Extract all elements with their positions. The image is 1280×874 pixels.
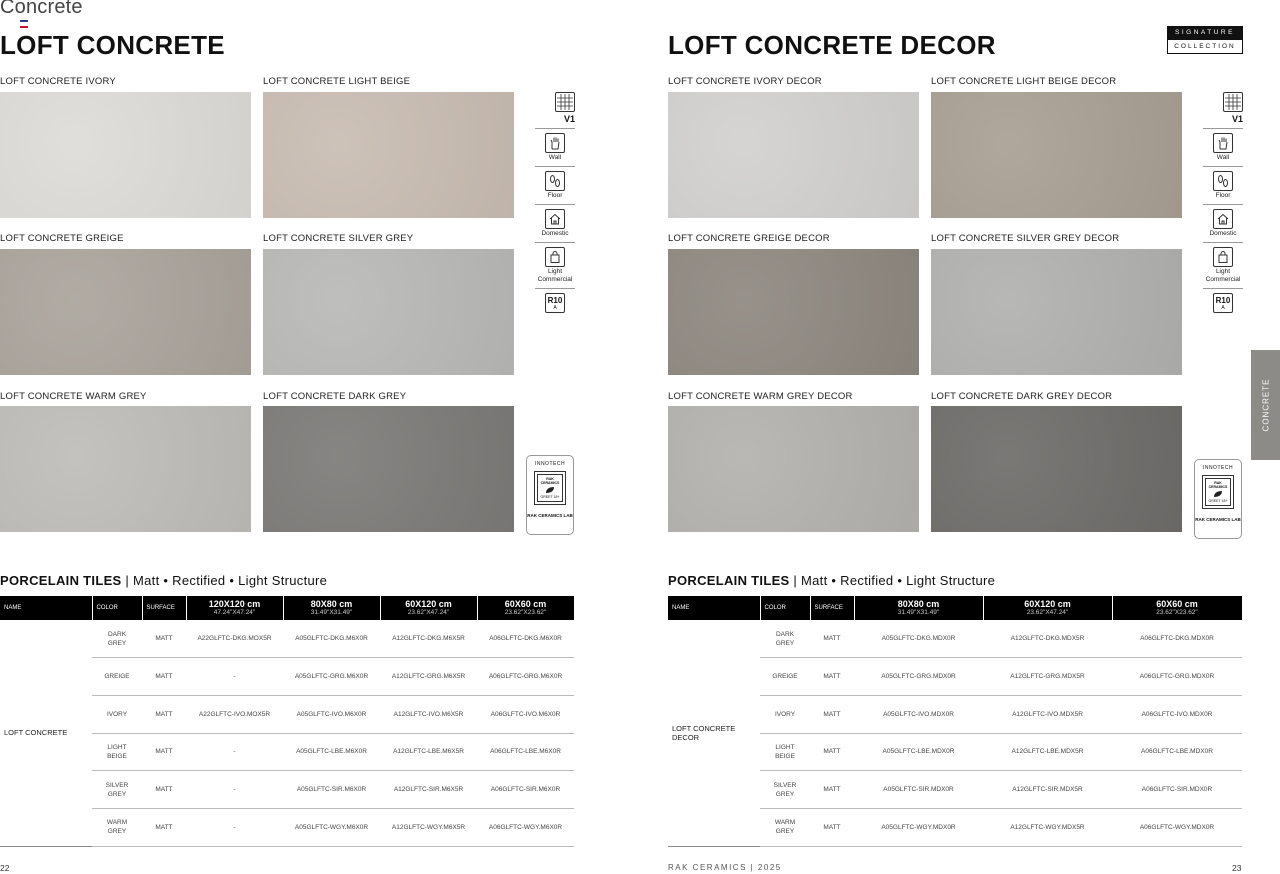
leaf-icon bbox=[544, 485, 556, 495]
wall-caption: Wall bbox=[548, 154, 562, 161]
r10-sublabel: A bbox=[1221, 305, 1225, 311]
side-tab-label: CONCRETE bbox=[1261, 378, 1270, 432]
tile-swatch bbox=[0, 92, 251, 218]
product-code-cell: A12GLFTC-DKG.M6X5R bbox=[380, 620, 477, 658]
tile-label: LOFT CONCRETE SILVER GREY bbox=[263, 233, 414, 244]
color-cell: DARK GREY bbox=[92, 620, 142, 658]
grid-icon bbox=[1223, 92, 1243, 112]
color-cell: LIGHT BEIGE bbox=[92, 733, 142, 771]
surface-cell: MATT bbox=[142, 620, 186, 658]
color-cell: LIGHT BEIGE bbox=[760, 733, 810, 771]
tile-swatch bbox=[931, 249, 1182, 375]
floor-icon bbox=[545, 171, 565, 191]
product-code-cell: A12GLFTC-IVO.M6X5R bbox=[380, 695, 477, 733]
tile-swatch bbox=[668, 92, 919, 218]
color-cell: GREIGE bbox=[92, 658, 142, 696]
divider bbox=[535, 166, 575, 167]
footer-brand: RAK CERAMICS | 2025 bbox=[668, 863, 782, 872]
product-code-cell: A05GLFTC-DKG.M6X0R bbox=[283, 620, 380, 658]
surface-cell: MATT bbox=[810, 695, 854, 733]
product-code-cell: A05GLFTC-GRG.MDX0R bbox=[854, 658, 983, 696]
innotech-emblem-text: RAK CERAMICS bbox=[540, 477, 560, 485]
divider bbox=[1203, 166, 1243, 167]
page-title-right: LOFT CONCRETE DECOR bbox=[668, 30, 996, 60]
header-name: NAME bbox=[0, 596, 92, 620]
tile-swatch bbox=[263, 249, 514, 375]
product-code-cell: A05GLFTC-SIR.M6X0R bbox=[283, 771, 380, 809]
surface-cell: MATT bbox=[810, 620, 854, 658]
size-cm: 120X120 cm bbox=[208, 598, 261, 609]
innotech-emblem-text-2: GREET 18+ bbox=[540, 495, 560, 499]
r10-slip-rating bbox=[545, 293, 565, 313]
product-code-cell: A12GLFTC-GRG.M6X5R bbox=[380, 658, 477, 696]
product-code-cell: A06GLFTC-WGY.M6X0R bbox=[477, 808, 574, 846]
surface-cell: MATT bbox=[810, 658, 854, 696]
product-code-cell: A06GLFTC-IVO.MDX0R bbox=[1112, 695, 1242, 733]
product-code-cell: A06GLFTC-SIR.M6X0R bbox=[477, 771, 574, 809]
innotech-lab-label: RAK CERAMICS LAB bbox=[527, 513, 573, 518]
signature-label: SIGNATURE bbox=[1168, 27, 1242, 40]
size-inch: 23.62"X47.24" bbox=[407, 608, 450, 616]
header-size bbox=[477, 596, 574, 620]
tile-swatch bbox=[263, 406, 514, 532]
tile-swatch bbox=[0, 406, 251, 532]
product-code-cell: A06GLFTC-DKG.MDX0R bbox=[1112, 620, 1242, 658]
surface-cell: MATT bbox=[142, 658, 186, 696]
innotech-label: INNOTECH bbox=[534, 461, 566, 467]
product-code-cell: - bbox=[186, 771, 283, 809]
product-code-cell: A05GLFTC-LBE.M6X0R bbox=[283, 733, 380, 771]
product-code-cell: A06GLFTC-WGY.MDX0R bbox=[1112, 808, 1242, 846]
light-commercial-caption-1: Light bbox=[547, 268, 563, 275]
product-code-cell: A05GLFTC-IVO.M6X0R bbox=[283, 695, 380, 733]
light-commercial-caption-2: Commercial bbox=[1205, 276, 1241, 283]
surface-cell: MATT bbox=[142, 771, 186, 809]
divider bbox=[535, 204, 575, 205]
size-inch: 31.49"X31.49" bbox=[310, 608, 353, 616]
color-cell: IVORY bbox=[760, 695, 810, 733]
color-cell: DARK GREY bbox=[760, 620, 810, 658]
size-inch: 23.62"X23.62" bbox=[504, 608, 547, 616]
domestic-caption: Domestic bbox=[1209, 230, 1237, 237]
product-code-cell: A06GLFTC-GRG.M6X0R bbox=[477, 658, 574, 696]
porcelain-label: PORCELAIN TILES bbox=[668, 573, 790, 588]
product-code-cell: A05GLFTC-LBE.MDX0R bbox=[854, 733, 983, 771]
section-word: Concrete bbox=[0, 0, 83, 18]
r10-label: R10 bbox=[547, 296, 563, 305]
tile-label: LOFT CONCRETE GREIGE bbox=[0, 233, 124, 244]
divider bbox=[535, 128, 575, 129]
innotech-badge-left bbox=[526, 455, 574, 535]
product-code-cell: A06GLFTC-LBE.MDX0R bbox=[1112, 733, 1242, 771]
size-inch: 23.62"X23.62" bbox=[1156, 608, 1198, 616]
leaf-icon bbox=[1212, 489, 1224, 499]
home-icon bbox=[545, 209, 565, 229]
size-cm: 80X80 cm bbox=[897, 598, 940, 609]
shopping-bag-icon bbox=[1213, 247, 1233, 267]
header-size bbox=[380, 596, 477, 620]
innotech-emblem bbox=[534, 471, 566, 505]
usage-icons-right bbox=[1203, 92, 1243, 313]
header-name: NAME bbox=[668, 596, 760, 620]
divider bbox=[1203, 204, 1243, 205]
tile-label: LOFT CONCRETE LIGHT BEIGE bbox=[263, 76, 411, 87]
innotech-label: INNOTECH bbox=[1202, 465, 1234, 471]
product-code-cell: A06GLFTC-GRG.MDX0R bbox=[1112, 658, 1242, 696]
wall-icon bbox=[1213, 133, 1233, 153]
product-code-cell: A06GLFTC-LBE.M6X0R bbox=[477, 733, 574, 771]
tile-label: LOFT CONCRETE SILVER GREY DECOR bbox=[931, 233, 1120, 244]
divider bbox=[1203, 128, 1243, 129]
surface-cell: MATT bbox=[810, 808, 854, 846]
tile-swatch bbox=[931, 406, 1182, 532]
table-row bbox=[668, 620, 1242, 658]
size-cm: 80X80 cm bbox=[310, 598, 353, 609]
flag-stripe bbox=[20, 26, 28, 28]
porcelain-title-right bbox=[668, 573, 995, 588]
wall-icon bbox=[545, 133, 565, 153]
page-title-left: LOFT CONCRETE bbox=[0, 30, 225, 60]
header-size bbox=[283, 596, 380, 620]
tile-label: LOFT CONCRETE IVORY DECOR bbox=[668, 76, 822, 87]
tile-label: LOFT CONCRETE DARK GREY bbox=[263, 391, 407, 402]
header-size bbox=[983, 596, 1112, 620]
tile-label: LOFT CONCRETE LIGHT BEIGE DECOR bbox=[931, 76, 1117, 87]
porcelain-desc: | Matt • Rectified • Light Structure bbox=[789, 573, 996, 588]
porcelain-label: PORCELAIN TILES bbox=[0, 573, 122, 588]
page-number-left: 22 bbox=[0, 863, 10, 873]
page-number-right: 23 bbox=[1232, 863, 1242, 873]
product-code-cell: A12GLFTC-SIR.M6X5R bbox=[380, 771, 477, 809]
product-code-cell: A12GLFTC-WGY.MDX5R bbox=[983, 808, 1112, 846]
collection-label: COLLECTION bbox=[1174, 43, 1236, 50]
size-cm: 60X60 cm bbox=[1156, 598, 1198, 609]
surface-cell: MATT bbox=[142, 733, 186, 771]
innotech-lab-label: RAK CERAMICS LAB bbox=[1195, 517, 1241, 522]
product-code-cell: A06GLFTC-IVO.M6X0R bbox=[477, 695, 574, 733]
tile-swatch bbox=[263, 92, 514, 218]
tile-swatch bbox=[931, 92, 1182, 218]
v1-label: V1 bbox=[563, 114, 575, 124]
product-code-cell: A12GLFTC-SIR.MDX5R bbox=[983, 771, 1112, 809]
r10-label: R10 bbox=[1215, 296, 1231, 305]
innotech-emblem bbox=[1202, 475, 1234, 509]
tile-label: LOFT CONCRETE WARM GREY bbox=[0, 391, 147, 402]
size-inch: 47.24"X47.24" bbox=[213, 608, 256, 616]
grid-icon bbox=[555, 92, 575, 112]
header-surface: SURFACE bbox=[142, 596, 186, 620]
product-name: LOFT CONCRETE DECOR bbox=[668, 620, 760, 846]
product-name: LOFT CONCRETE bbox=[0, 620, 92, 846]
color-cell: GREIGE bbox=[760, 658, 810, 696]
surface-cell: MATT bbox=[142, 808, 186, 846]
header-surface: SURFACE bbox=[810, 596, 854, 620]
wall-caption: Wall bbox=[1216, 154, 1230, 161]
light-commercial-caption-1: Light bbox=[1215, 268, 1231, 275]
size-inch: 31.49"X31.49" bbox=[897, 608, 940, 616]
surface-cell: MATT bbox=[142, 695, 186, 733]
header-color: COLOR bbox=[760, 596, 810, 620]
color-cell: SILVER GREY bbox=[760, 771, 810, 809]
surface-cell: MATT bbox=[810, 733, 854, 771]
divider bbox=[535, 242, 575, 243]
innotech-emblem-text-2: GREET 18+ bbox=[1208, 499, 1228, 503]
product-code-cell: A12GLFTC-LBE.MDX5R bbox=[983, 733, 1112, 771]
color-cell: WARM GREY bbox=[92, 808, 142, 846]
tile-swatch bbox=[668, 406, 919, 532]
home-icon bbox=[1213, 209, 1233, 229]
floor-caption: Floor bbox=[1215, 192, 1231, 199]
header-size bbox=[1112, 596, 1242, 620]
product-code-cell: A22GLFTC-IVO.MOX5R bbox=[186, 695, 283, 733]
product-code-cell: A22GLFTC-DKG.MOX5R bbox=[186, 620, 283, 658]
product-code-cell: A12GLFTC-DKG.MDX5R bbox=[983, 620, 1112, 658]
light-commercial-caption-2: Commercial bbox=[537, 276, 573, 283]
signature-collection-badge bbox=[1167, 26, 1243, 54]
innotech-emblem-text: RAK CERAMICS bbox=[1208, 481, 1228, 489]
tile-swatch bbox=[0, 249, 251, 375]
color-cell: SILVER GREY bbox=[92, 771, 142, 809]
product-code-cell: A06GLFTC-SIR.MDX0R bbox=[1112, 771, 1242, 809]
divider bbox=[535, 288, 575, 289]
product-code-cell: A05GLFTC-WGY.M6X0R bbox=[283, 808, 380, 846]
size-inch: 23.62"X47.24" bbox=[1026, 608, 1069, 616]
product-code-cell: A12GLFTC-WGY.M6X5R bbox=[380, 808, 477, 846]
product-table-left bbox=[0, 596, 575, 847]
size-cm: 60X120 cm bbox=[405, 598, 452, 609]
header-color: COLOR bbox=[92, 596, 142, 620]
porcelain-desc: | Matt • Rectified • Light Structure bbox=[121, 573, 328, 588]
usage-icons-left bbox=[535, 92, 575, 313]
product-code-cell: A05GLFTC-GRG.M6X0R bbox=[283, 658, 380, 696]
product-code-cell: A05GLFTC-IVO.MDX0R bbox=[854, 695, 983, 733]
surface-cell: MATT bbox=[810, 771, 854, 809]
size-cm: 60X120 cm bbox=[1024, 598, 1071, 609]
header-size bbox=[854, 596, 983, 620]
side-tab-concrete[interactable] bbox=[1251, 350, 1280, 460]
product-code-cell: - bbox=[186, 658, 283, 696]
tile-label: LOFT CONCRETE IVORY bbox=[0, 76, 116, 87]
floor-icon bbox=[1213, 171, 1233, 191]
divider bbox=[1203, 288, 1243, 289]
product-code-cell: A05GLFTC-WGY.MDX0R bbox=[854, 808, 983, 846]
tile-label: LOFT CONCRETE WARM GREY DECOR bbox=[668, 391, 853, 402]
flag-stripe bbox=[20, 23, 28, 25]
product-code-cell: A05GLFTC-SIR.MDX0R bbox=[854, 771, 983, 809]
tile-swatch bbox=[668, 249, 919, 375]
color-cell: IVORY bbox=[92, 695, 142, 733]
r10-sublabel: A bbox=[553, 305, 557, 311]
domestic-caption: Domestic bbox=[541, 230, 569, 237]
v1-label: V1 bbox=[1231, 114, 1243, 124]
product-code-cell: A06GLFTC-DKG.M6X0R bbox=[477, 620, 574, 658]
size-cm: 60X60 cm bbox=[504, 598, 547, 609]
product-table-right bbox=[668, 596, 1243, 847]
header-size bbox=[186, 596, 283, 620]
floor-caption: Floor bbox=[547, 192, 563, 199]
color-cell: WARM GREY bbox=[760, 808, 810, 846]
divider bbox=[1203, 242, 1243, 243]
porcelain-title-left bbox=[0, 573, 327, 588]
table-row bbox=[0, 620, 574, 658]
tile-label: LOFT CONCRETE GREIGE DECOR bbox=[668, 233, 830, 244]
shopping-bag-icon bbox=[545, 247, 565, 267]
product-code-cell: A12GLFTC-LBE.M6X5R bbox=[380, 733, 477, 771]
product-code-cell: A12GLFTC-IVO.MDX5R bbox=[983, 695, 1112, 733]
product-code-cell: - bbox=[186, 808, 283, 846]
r10-slip-rating bbox=[1213, 293, 1233, 313]
flag-icon bbox=[20, 20, 28, 27]
product-code-cell: A05GLFTC-DKG.MDX0R bbox=[854, 620, 983, 658]
product-code-cell: A12GLFTC-GRG.MDX5R bbox=[983, 658, 1112, 696]
flag-stripe bbox=[20, 20, 28, 22]
innotech-badge-right bbox=[1194, 459, 1242, 539]
product-code-cell: - bbox=[186, 733, 283, 771]
tile-label: LOFT CONCRETE DARK GREY DECOR bbox=[931, 391, 1113, 402]
